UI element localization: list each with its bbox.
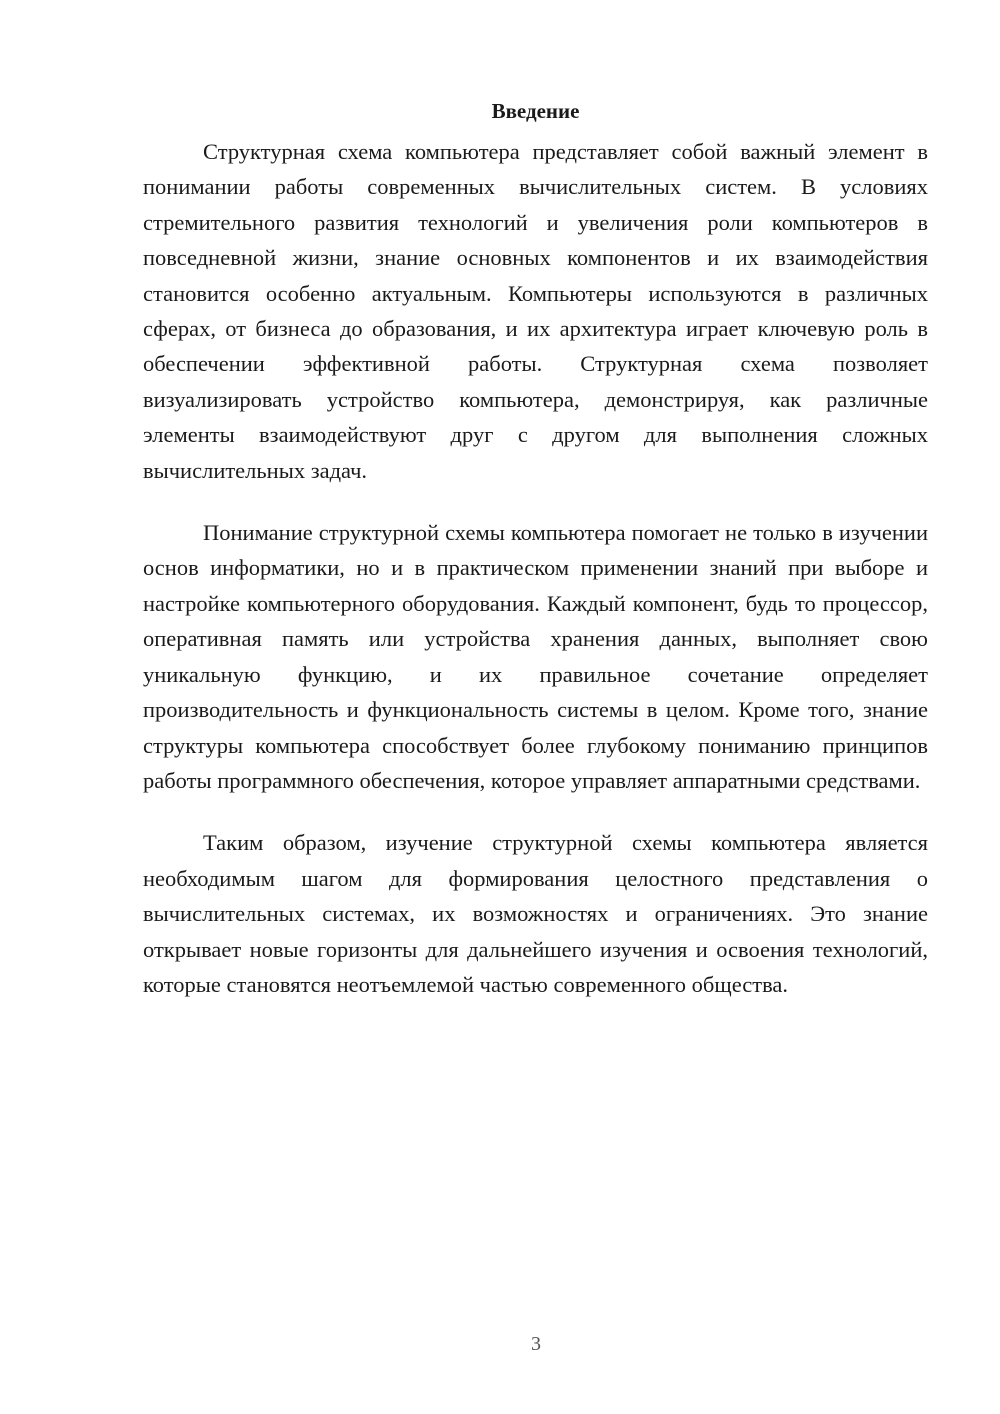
paragraph-3: Таким образом, изучение структурной схемы компьютера является необходимым шагом для формирования целостного представления о вычислительных системах, их возможностях и ограничениях. Это знание открывает новые горизонты для дальнейшего изучения и освоения технологий, которые становятся неотъемлемой частью современного общества.	[143, 830, 928, 997]
paragraph-2: Понимание структурной схемы компьютера помогает не только в изучении основ информатики, но и в практическом применении знаний при выборе и настройке компьютерного оборудования. Каждый компонент, будь то процессор, оперативная память или устройства хранения данных, выполняет свою уникальную функцию, и их правильное сочетание определяет производительность и функциональность системы в целом. Кроме того, знание структуры компьютера способствует более глубокому пониманию принципов работы программного обеспечения, которое управляет аппаратными средствами.	[143, 520, 928, 793]
page-number: 3	[531, 1333, 541, 1355]
page-content	[143, 96, 928, 1002]
paragraph-1: Структурная схема компьютера представляет собой важный элемент в понимании работы современных вычислительных систем. В условиях стремительного развития технологий и увеличения роли компьютеров в повседневной жизни, знание основных компонентов и их взаимодействия становится особенно актуальным. Компьютеры используются в различных сферах, от бизнеса до образования, и их архитектура играет ключевую роль в обеспечении эффективной работы. Структурная схема позволяет визуализировать устройство компьютера, демонстрируя, как различные элементы взаимодействуют друг с другом для выполнения сложных вычислительных задач.	[143, 139, 928, 483]
section-heading: Введение	[491, 99, 580, 123]
